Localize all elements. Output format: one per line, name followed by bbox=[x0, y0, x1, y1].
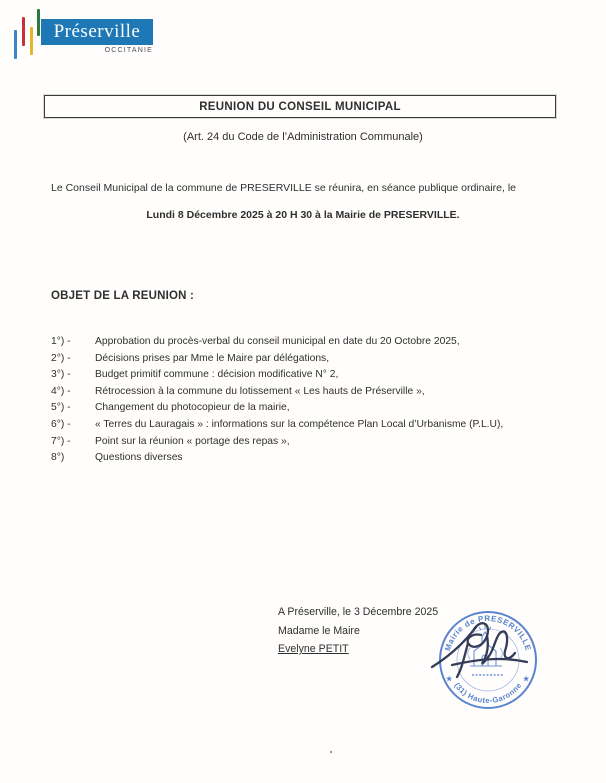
agenda-item-number: 5°) - bbox=[51, 402, 71, 414]
document-title: REUNION DU CONSEIL MUNICIPAL bbox=[199, 100, 401, 113]
logo-region-label: OCCITANIE bbox=[104, 47, 153, 54]
agenda-item-number: 8°) bbox=[51, 452, 65, 464]
commune-logo bbox=[0, 0, 200, 70]
agenda-heading: OBJET DE LA REUNION : bbox=[51, 290, 195, 302]
logo-bar-green bbox=[37, 9, 40, 36]
logo-bar-red bbox=[22, 17, 25, 46]
official-stamp bbox=[424, 603, 548, 719]
document-title-box bbox=[44, 95, 556, 118]
logo-nameplate bbox=[41, 19, 153, 45]
agenda-item bbox=[51, 434, 571, 451]
logo-bar-blue bbox=[14, 30, 17, 59]
agenda-item-number: 4°) - bbox=[51, 385, 71, 397]
logo-bar-yellow bbox=[30, 27, 33, 55]
signature-block bbox=[278, 603, 438, 659]
intro-line-1: Le Conseil Municipal de la commune de PRESERVILLE se réunira, en séance publique ordinaire, le bbox=[51, 182, 516, 194]
agenda-item-text: Rétrocession à la commune du lotissement « Les hauts de Préserville », bbox=[95, 385, 425, 397]
agenda-item-text: « Terres du Lauragais » : informations sur la compétence Plan Local d’Urbanisme (P.L.U), bbox=[95, 418, 504, 430]
intro-line-2: Lundi 8 Décembre 2025 à 20 H 30 à la Mairie de PRESERVILLE. bbox=[146, 209, 460, 221]
scan-artifact-dot bbox=[330, 751, 332, 753]
agenda-item-text: Point sur la réunion « portage des repas », bbox=[95, 435, 290, 447]
signature-place-date: A Préserville, le 3 Décembre 2025 bbox=[278, 606, 439, 618]
agenda-item bbox=[51, 450, 571, 467]
stamp-bottom-text: (31) Haute-Garonne bbox=[452, 680, 524, 706]
agenda-item bbox=[51, 400, 571, 417]
agenda-item bbox=[51, 351, 571, 368]
agenda-item-number: 2°) - bbox=[51, 352, 71, 364]
agenda-item bbox=[51, 384, 571, 401]
agenda-item bbox=[51, 334, 571, 351]
agenda-item-text: Décisions prises par Mme le Maire par délégations, bbox=[95, 352, 330, 364]
document-subtitle: (Art. 24 du Code de l’Administration Communale) bbox=[183, 131, 423, 143]
agenda-item-number: 3°) - bbox=[51, 369, 71, 381]
agenda-item-number: 6°) - bbox=[51, 418, 71, 430]
logo-commune-name: Préserville bbox=[53, 21, 141, 42]
agenda-item-number: 7°) - bbox=[51, 435, 71, 447]
agenda-list bbox=[51, 334, 571, 467]
signature-role: Madame le Maire bbox=[278, 624, 360, 637]
agenda-item-text: Approbation du procès-verbal du conseil municipal en date du 20 Octobre 2025, bbox=[95, 336, 460, 347]
agenda-item-text: Questions diverses bbox=[95, 452, 183, 464]
signature-name: Evelyne PETIT bbox=[278, 643, 349, 655]
stamp-svg bbox=[424, 603, 548, 719]
stamp-top-text: Mairie de PRESERVILLE bbox=[443, 613, 533, 653]
agenda-item bbox=[51, 417, 571, 434]
agenda-item bbox=[51, 367, 571, 384]
agenda-item-text: Changement du photocopieur de la mairie, bbox=[95, 402, 290, 414]
stamp-star-right: ★ bbox=[523, 676, 530, 683]
agenda-item-number: 1°) - bbox=[51, 336, 71, 347]
agenda-item-text: Budget primitif commune : décision modificative N° 2, bbox=[95, 369, 339, 381]
stamp-star-left: ★ bbox=[446, 676, 453, 683]
